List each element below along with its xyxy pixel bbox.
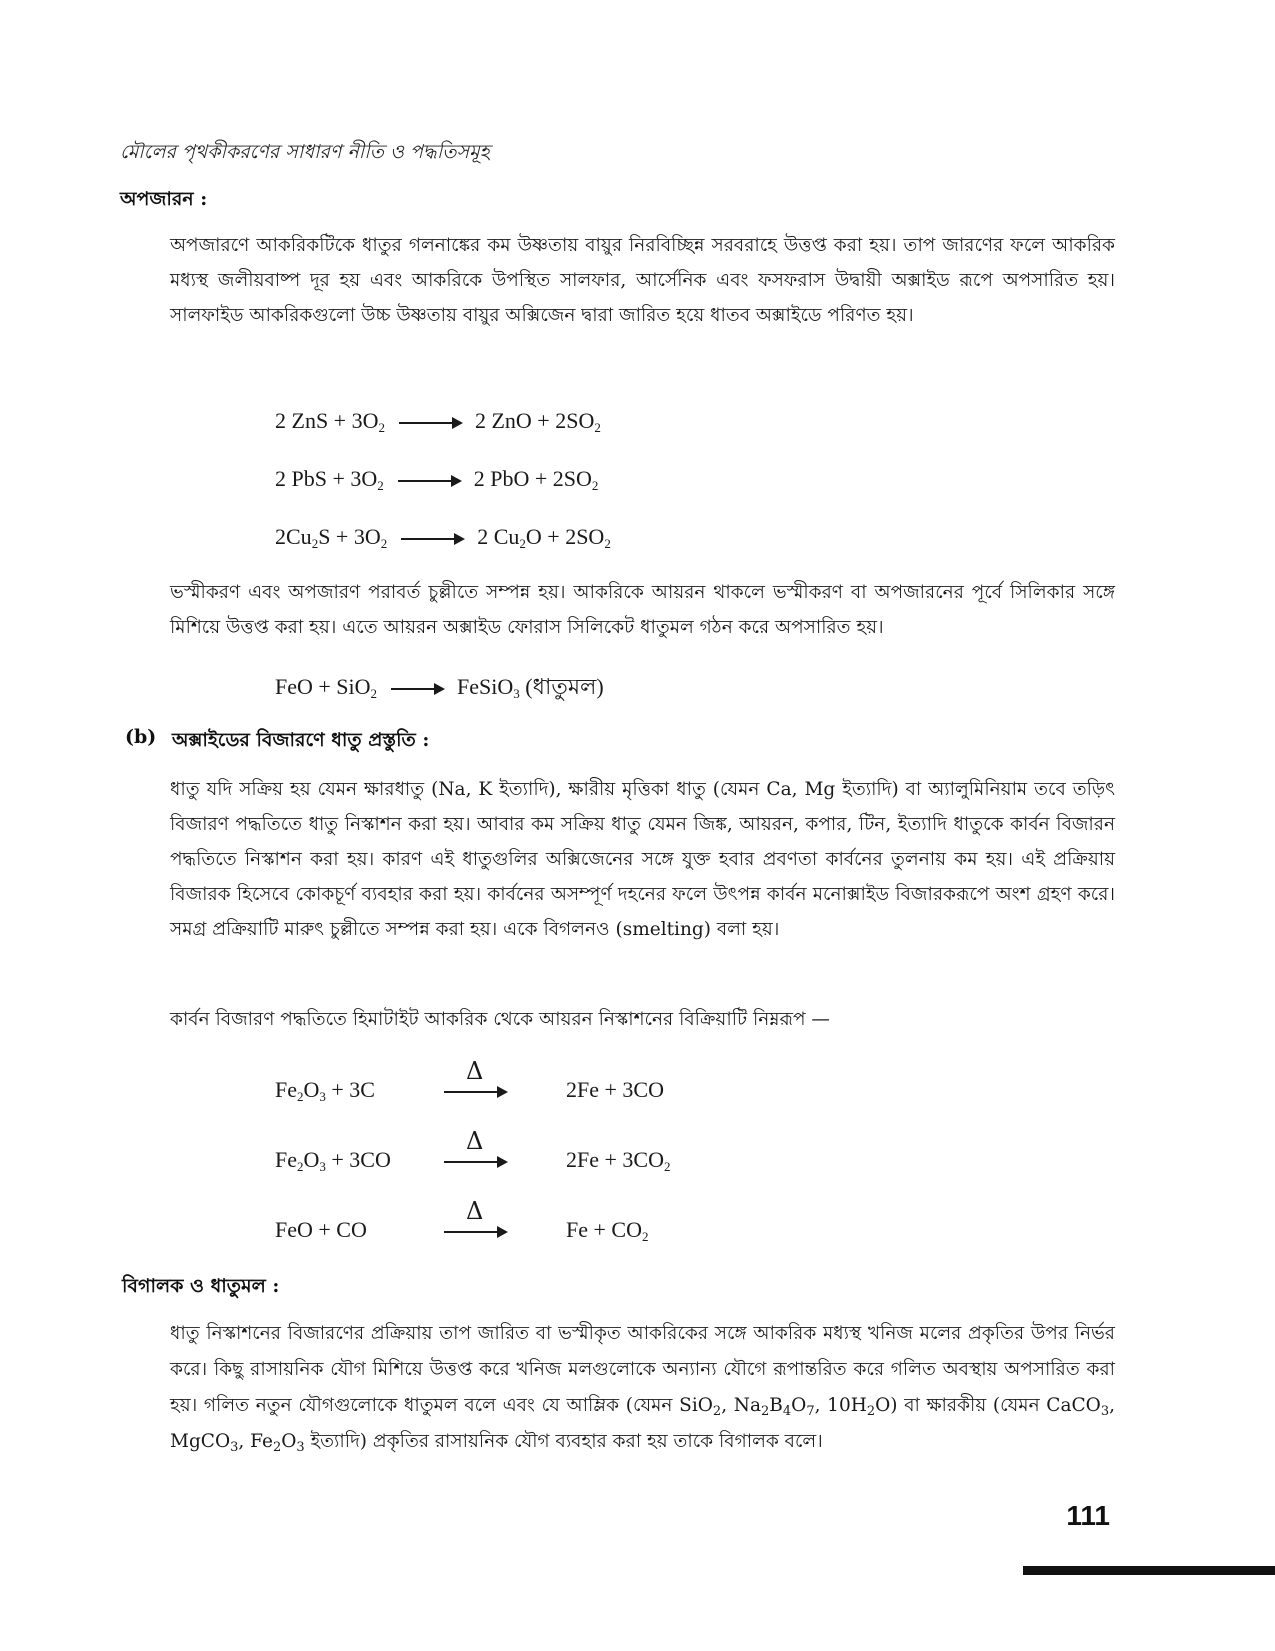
reaction-arrow-icon: [399, 422, 461, 424]
equation-lhs: $2Cu_2S + 3O_2$: [275, 524, 388, 551]
equation-pbs: [275, 466, 598, 492]
equation-fe2o3-co: [275, 1126, 671, 1174]
section-heading-reduction: অক্সাইডের বিজারণে ধাতু প্রস্তুতি :: [172, 729, 430, 751]
heat-arrow-icon: [444, 1126, 506, 1163]
paragraph-roasting: অপজারণে আকরিকটিকে ধাতুর গলনাঙ্কের কম উষ্ণতায় বায়ুর নিরবিচ্ছিন্ন সরবরাহে উত্তপ্ত করা হয়। তাপ জারণের ফলে আকরিক মধ্যস্থ জলীয়বাষ্প দূর হয় এবং আকরিকে উপস্থিত সালফার, আর্সেনিক এবং ফসফরাস উদ্বায়ী অক্সাইড রূপে অপসারিত হয়। সালফাইড আকরিকগুলো উচ্চ উষ্ণতায় বায়ুর অক্সিজেন দ্বারা জারিত হয়ে ধাতব অক্সাইডে পরিণত হয়।: [170, 235, 1115, 326]
equation-zns: [275, 408, 601, 434]
equation-rhs: 2 $Cu_2O + 2SO_2$: [477, 524, 611, 551]
section-label-b: (b): [125, 726, 157, 748]
delta-symbol: Δ: [466, 1126, 484, 1155]
equation-rhs: FeSiO$_3$ (ধাতুমল): [457, 674, 604, 701]
section-heading-roasting: অপজারন :: [120, 188, 208, 210]
section-heading-flux: বিগালক ও ধাতুমল :: [122, 1275, 280, 1297]
equation-rhs: 2 ZnO + $2SO_2$: [474, 408, 601, 435]
reaction-arrow-icon: [401, 538, 463, 540]
paragraph-hematite: কার্বন বিজারণ পদ্ধতিতে হিমাটাইট আকরিক থেকে আয়রন নিস্কাশনের বিক্রিয়াটি নিম্নরূপ —: [170, 1009, 830, 1030]
equation-lhs: 2 PbS + $3O_2$: [275, 466, 384, 493]
equation-rhs: $Fe + CO_2$: [566, 1217, 649, 1244]
delta-symbol: Δ: [466, 1196, 484, 1225]
equation-rhs: 2 PbO + $2SO_2$: [473, 466, 599, 493]
equation-rhs: $2Fe + 3CO_2$: [566, 1147, 671, 1174]
equation-lhs: FeO + SiO$_2$: [275, 674, 378, 701]
delta-symbol: Δ: [466, 1056, 484, 1085]
heat-arrow-icon: [444, 1196, 506, 1233]
paragraph-calcination: ভস্মীকরণ এবং অপজারণ পরাবর্ত চুল্লীতে সম্পন্ন হয়। আকরিকে আয়রন থাকলে ভস্মীকরণ বা অপজারনের পূর্বে সিলিকার সঙ্গে মিশিয়ে উত্তপ্ত করা হয়। এতে আয়রন অক্সাইড ফোরাস সিলিকেট ধাতুমল গঠন করে অপসারিত হয়।: [170, 582, 1115, 638]
equation-fe2o3-c: [275, 1056, 664, 1104]
running-head: মৌলের পৃথকীকরণের সাধারণ নীতি ও পদ্ধতিসমূহ: [120, 141, 490, 163]
reaction-arrow-icon: [398, 480, 460, 482]
equation-rhs: 2Fe + 3CO: [566, 1077, 664, 1102]
footer-bar: [1023, 1566, 1275, 1575]
heat-arrow-icon: [444, 1056, 506, 1093]
equation-cu2s: [275, 524, 611, 550]
equation-lhs: $Fe_2O_3 + 3CO$: [275, 1147, 391, 1174]
paragraph-reduction: ধাতু যদি সক্রিয় হয় যেমন ক্ষারধাতু (Na, K ইত্যাদি), ক্ষারীয় মৃত্তিকা ধাতু (যেমন Ca, Mg ইত্যাদি) বা অ্যালুমিনিয়াম তবে তড়িৎ বিজারণ পদ্ধতিতে ধাতু নিস্কাশন করা হয়। আবার কম সক্রিয় ধাতু যেমন জিঙ্ক, আয়রন, কপার, টিন, ইত্যাদি ধাতুকে কার্বন বিজারন পদ্ধতিতে নিস্কাশন করা হয়। কারণ এই ধাতুগুলির অক্সিজেনের সঙ্গে যুক্ত হবার প্রবণতা কার্বনের তুলনায় কম হয়। এই প্রক্রিয়ায় বিজারক হিসেবে কোকচূর্ণ ব্যবহার করা হয়। কার্বনের অসম্পূর্ণ দহনের ফলে উৎপন্ন কার্বন মনোক্সাইড বিজারকরূপে অংশ গ্রহণ করে। সমগ্র প্রক্রিয়াটি মারুৎ চুল্লীতে সম্পন্ন করা হয়। একে বিগলনও (smelting) বলা হয়।: [170, 779, 1115, 940]
page-number: 111: [1066, 1500, 1110, 1531]
paragraph-flux: ধাতু নিস্কাশনের বিজারণের প্রক্রিয়ায় তাপ জারিত বা ভস্মীকৃত আকরিকের সঙ্গে আকরিক মধ্যস্থ খনিজ মলের প্রকৃতির উপর নির্ভর করে। কিছু রাসায়নিক যৌগ মিশিয়ে উত্তপ্ত করে খনিজ মলগুলোকে অন্যান্য যৌগে রূপান্তরিত করে গলিত অবস্থায় অপসারিত করা হয়। গলিত নতুন যৌগগুলোকে ধাতুমল বলে এবং যে আম্লিক (যেমন SiO$_2$, $Na_2B_4O_7$, $10H_2O$) বা ক্ষারকীয় (যেমন CaCO$_3$, MgCO$_3$, $Fe_2O_3$ ইত্যাদি) প্রকৃতির রাসায়নিক যৌগ ব্যবহার করা হয় তাকে বিগালক বলে।: [170, 1323, 1115, 1455]
equation-lhs: $Fe_2O_3 + 3C$: [275, 1077, 375, 1104]
reaction-arrow-icon: [391, 688, 443, 690]
equation-feo-co: [275, 1196, 649, 1244]
equation-lhs: 2 ZnS + $3O_2$: [275, 408, 385, 435]
equation-slag: [275, 670, 604, 707]
equation-lhs: FeO + CO: [275, 1217, 367, 1242]
